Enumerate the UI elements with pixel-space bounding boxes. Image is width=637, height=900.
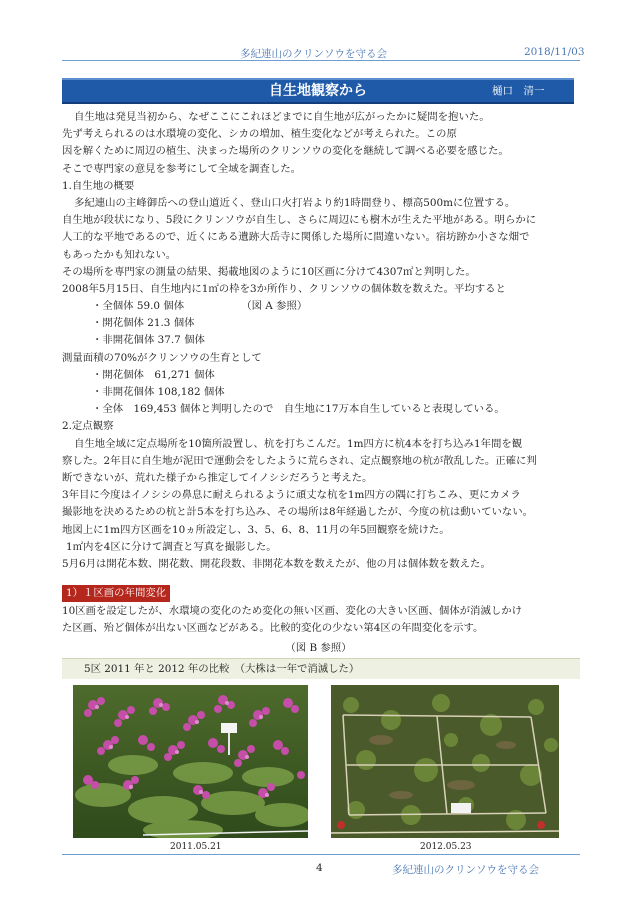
paragraph-line: 多紀連山の主峰御岳への登山道近く、登山口火打岩より約1時間登り、標高500mに位置する。	[74, 196, 516, 209]
paragraph-line: た区画、殆ど個体が出ない区画などがある。比較的変化の少ない第4区の年間変化を示す。	[62, 622, 484, 635]
paragraph-line: 1㎡内を4区に分けて調査と写真を撮影した。	[66, 540, 277, 553]
section-heading: 2.定点観察	[62, 420, 114, 433]
list-item: ・開花個体 61,271 個体	[92, 368, 215, 381]
list-item: ・非開花個体 37.7 個体	[92, 334, 205, 347]
paragraph-line: 断できないが、荒れた様子から推定してイノシシだろうと考えた。	[62, 471, 373, 484]
paragraph-line: 地図上に1m四方区画を10ヵ所設定し、3、5、6、8、11月の年5回観察を続けた。	[62, 523, 450, 536]
photo-caption-box	[62, 658, 580, 679]
paragraph-line: もあったかも知れない。	[62, 248, 177, 261]
photo-primrose-bloom	[73, 685, 308, 838]
figure-reference: （図 B 参照）	[285, 642, 352, 654]
paragraph-line: 自生地全域に定点場所を10箇所設置し、杭を打ちこんだ。1m四方に杭4本を打ち込み1年間を観	[74, 437, 523, 450]
list-item: ・全個体 59.0 個体 （図 A 参照）	[92, 300, 308, 313]
header-divider	[62, 60, 580, 61]
photo-date-2: 2012.05.23	[420, 842, 472, 852]
photo-cleared-plot	[331, 685, 559, 838]
paragraph-line: 先ず考えられるのは水環境の変化、シカの増加、植生変化などが考えられた。この原	[62, 128, 457, 141]
paragraph-line: 測量面積の70%がクリンソウの生育として	[62, 351, 262, 364]
paragraph-line: 3年目に今度はイノシシの鼻息に耐えられるように頑丈な杭を1m四方の隅に打ちこみ、更にカメラ	[62, 489, 521, 502]
list-item: ・開花個体 21.3 個体	[92, 317, 195, 330]
paragraph-line: 2008年5月15日、自生地内に1㎡の枠を3か所作り、クリンソウの個体数を数えた。平均すると	[62, 282, 506, 295]
photo-date-1: 2011.05.21	[170, 842, 222, 852]
paragraph-line: 5月6月は開花本数、開花数、開花段数、非開花本数を数えたが、他の月は個体数を数えた。	[62, 557, 491, 570]
paragraph-line: 撮影地を決めるための杭と計5本を打ち込み、その場所は8年経過したが、今度の杭は動いていない。	[62, 506, 534, 519]
author-name: 樋口 清一	[492, 85, 545, 97]
page-number: 4	[316, 862, 323, 874]
paragraph-line: そこで専門家の意見を参考にして全域を調査した。	[62, 162, 301, 175]
page-title: 自生地観察から	[269, 83, 367, 99]
list-item: ・全体 169,453 個体と判明したので 自生地に17万本自生していると表現している。	[92, 403, 505, 416]
paragraph-line: その場所を専門家の測量の結果、掲載地図のように10区画に分けて4307㎡と判明した。	[62, 265, 476, 278]
paragraph-line: 察した。2年目に自生地が泥田で運動会をしたように荒らされ、定点観察地の杭が散乱した。正確に判	[62, 454, 537, 467]
paragraph-line: 10区画を設定したが、水環境の変化のため変化の無い区画、変化の大きい区画、個体が消滅しかけ	[62, 605, 523, 617]
paragraph-line: 自生地は発見当初から、なぜここにこれほどまでに自生地が広がったかに疑問を抱いた。	[74, 111, 490, 123]
paragraph-line: 因を解くために周辺の植生、決まった場所のクリンソウの変化を継続して調べる必要を感じた。	[62, 145, 509, 158]
section-heading: 1.自生地の概要	[62, 179, 135, 192]
paragraph-line: 人工的な平地であるので、近くにある遺跡大岳寺に関係した場所に間違いない。宿坊跡か小さな畑で	[62, 231, 530, 244]
title-bar	[62, 78, 574, 104]
header-date: 2018/11/03	[524, 46, 585, 58]
subsection-label: 1）１区画の年間変化	[62, 585, 170, 602]
footer-divider	[62, 854, 580, 855]
photo-caption: 5区 2011 年と 2012 年の比較 （大株は一年で消滅した）	[84, 663, 360, 675]
header-org: 多紀連山のクリンソウを守る会	[240, 48, 387, 60]
paragraph-line: 自生地が段状になり、5段にクリンソウが自生し、さらに周辺にも樹木が生えた平地がある。明らかに	[62, 214, 537, 227]
list-item: ・非開花個体 108,182 個体	[92, 386, 225, 398]
footer-org: 多紀連山のクリンソウを守る会	[392, 864, 539, 876]
body-text	[62, 109, 582, 573]
subsection-text	[62, 603, 582, 637]
